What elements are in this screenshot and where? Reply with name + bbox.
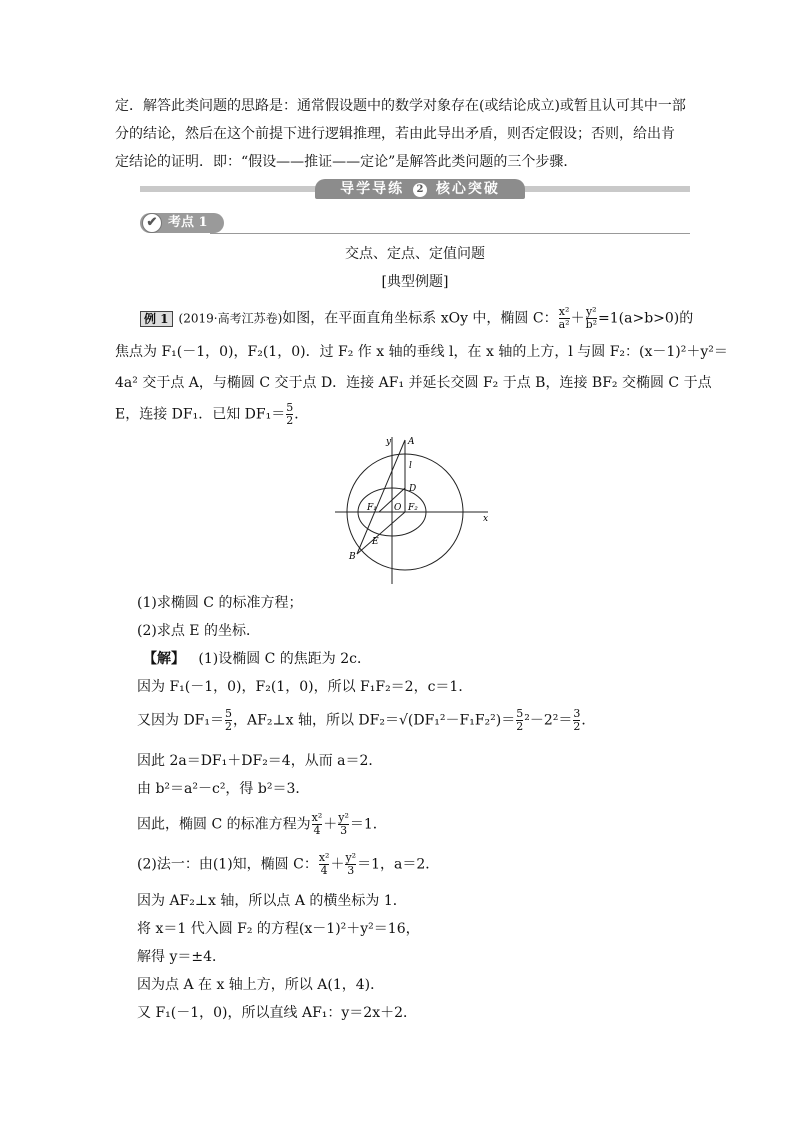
section-banner bbox=[140, 179, 690, 199]
section-title: 交点、定点、定值问题 bbox=[345, 246, 485, 262]
fraction-y2-3-b: $\frac{\text{y²}}{3}$ bbox=[345, 851, 357, 877]
section-subtitle: [典型例题] bbox=[381, 274, 449, 290]
solution-line-4: 因此 2a＝DF₁＋DF₂＝4，从而 a＝2． bbox=[137, 753, 383, 769]
solution-line-11: 因为点 A 在 x 轴上方，所以 A(1，4)． bbox=[137, 977, 385, 993]
label-a: A bbox=[408, 437, 415, 447]
fraction-3-2: $\frac{3}{2}$ bbox=[573, 707, 581, 733]
intro-paragraph bbox=[115, 92, 690, 176]
ellipse-circle-figure bbox=[330, 432, 495, 587]
solution-line-2: 因为 F₁(－1，0)，F₂(1，0)，所以 F₁F₂＝2，c＝1． bbox=[137, 679, 473, 695]
fraction-5-2-c: $\frac{5}{2}$ bbox=[516, 707, 524, 733]
solution-line-8: 因为 AF₂⊥x 轴，所以点 A 的横坐标为 1． bbox=[137, 893, 407, 909]
intro-line-1: 定．解答此类问题的思路是：通常假设题中的数学对象存在(或结论成立)或暂且认可其中一部 bbox=[115, 98, 686, 114]
kaodian-label: 考点 1 bbox=[168, 215, 208, 230]
solution-tag: 【解】 bbox=[143, 651, 185, 667]
solution-line-12: 又 F₁(－1，0)，所以直线 AF₁：y＝2x＋2． bbox=[137, 1005, 418, 1021]
solution-line-1 bbox=[143, 648, 371, 668]
kaodian-rule bbox=[210, 233, 690, 234]
label-l: l bbox=[409, 461, 412, 471]
question-2: (2)求点 E 的坐标． bbox=[137, 623, 260, 639]
fraction-5-2: $\frac{5}{2}$ bbox=[286, 401, 294, 427]
example-text-1a: 如图，在平面直角坐标系 xOy 中，椭圆 C： bbox=[282, 310, 558, 327]
kaodian-header bbox=[140, 213, 690, 235]
example-line-2: 焦点为 F₁(－1，0)，F₂(1，0)．过 F₂ 作 x 轴的垂线 l，在 x 轴的上方，l 与圆 F₂：(x－1)²＋y²＝ bbox=[115, 344, 728, 360]
solution-line-9: 将 x＝1 代入圆 F₂ 的方程(x－1)²＋y²＝16， bbox=[137, 921, 420, 937]
solution-line-5: 由 b²＝a²－c²，得 b²＝3． bbox=[137, 781, 310, 797]
fraction-5-2-b: $\frac{5}{2}$ bbox=[225, 707, 233, 733]
solution-line-7: (2)法一：由(1)知，椭圆 C： $\frac{\text{x²}}{4}$ ＋ $\frac{\text{y²}}{3}$ ＝1，a＝2． bbox=[137, 851, 440, 877]
banner-right-text: 核心突破 bbox=[435, 181, 500, 197]
banner-pill bbox=[315, 179, 525, 199]
solution-line-10: 解得 y＝±4． bbox=[137, 949, 226, 965]
question-1: (1)求椭圆 C 的标准方程； bbox=[137, 595, 303, 611]
intro-line-3: 定结论的证明．即：“假设——推证——定论”是解答此类问题的三个步骤． bbox=[115, 154, 578, 170]
example-tag: 例 1 bbox=[140, 311, 173, 327]
kaodian-tag bbox=[140, 213, 224, 233]
label-b: B bbox=[349, 552, 356, 562]
banner-left-text: 导学导练 bbox=[340, 181, 405, 197]
label-d: D bbox=[409, 484, 417, 494]
example-line-1 bbox=[140, 306, 693, 331]
plus-sign: ＋ bbox=[570, 310, 585, 327]
fraction-y2-3: $\frac{\text{y²}}{3}$ bbox=[338, 811, 349, 837]
intro-line-2: 分的结论，然后在这个前提下进行逻辑推理，若由此导出矛盾，则否定假设；否则，给出肯 bbox=[115, 126, 675, 142]
label-y: y bbox=[386, 437, 392, 447]
label-o: O bbox=[394, 503, 402, 513]
line-ab bbox=[357, 440, 405, 554]
fraction-x2-4: $\frac{\text{x²}}{4}$ bbox=[311, 811, 323, 837]
fraction-y2-b2: $\frac{\text{y²}}{\text{b²}}$ bbox=[585, 305, 598, 331]
line-bf2 bbox=[357, 512, 405, 554]
solution-line-6: 因此，椭圆 C 的标准方程为 $\frac{\text{x²}}{4}$ ＋ $\frac{\text{y²}}{3}$ ＝1． bbox=[137, 811, 387, 837]
example-text-1b: =1(a>b>0)的 bbox=[598, 310, 694, 327]
fraction-x2-a2: $\frac{\text{x²}}{\text{a²}}$ bbox=[558, 305, 570, 331]
example-line-3: 4a² 交于点 A，与椭圆 C 交于点 D．连接 AF₁ 并延长交圆 F₂ 于点 B，连接 BF₂ 交椭圆 C 于点 bbox=[115, 375, 712, 391]
banner-number-icon: 2 bbox=[413, 183, 427, 197]
solution-line-3: 又因为 DF₁＝ $\frac{5}{2}$ ，AF₂⊥x 轴，所以 DF₂＝√(DF₁²－F₁F₂²)＝ $\frac{5}{2}$ ²－2²＝ $\frac{3}{2}$ ． bbox=[137, 707, 596, 733]
label-f1: F₁ bbox=[367, 503, 377, 513]
fraction-x2-4-b: $\frac{\text{x²}}{4}$ bbox=[318, 851, 330, 877]
checkmark-icon: ✔ bbox=[142, 213, 162, 233]
example-text-4b: ． bbox=[294, 406, 309, 423]
example-source: (2019·高考江苏卷) bbox=[178, 311, 283, 326]
label-x: x bbox=[483, 514, 489, 524]
solution-text-1: (1)设椭圆 C 的焦距为 2c． bbox=[198, 651, 372, 667]
label-f2: F₂ bbox=[408, 503, 418, 513]
example-text-4a: E，连接 DF₁．已知 DF₁＝ bbox=[115, 406, 286, 423]
label-e: E bbox=[372, 537, 379, 547]
example-line-4 bbox=[115, 402, 308, 427]
